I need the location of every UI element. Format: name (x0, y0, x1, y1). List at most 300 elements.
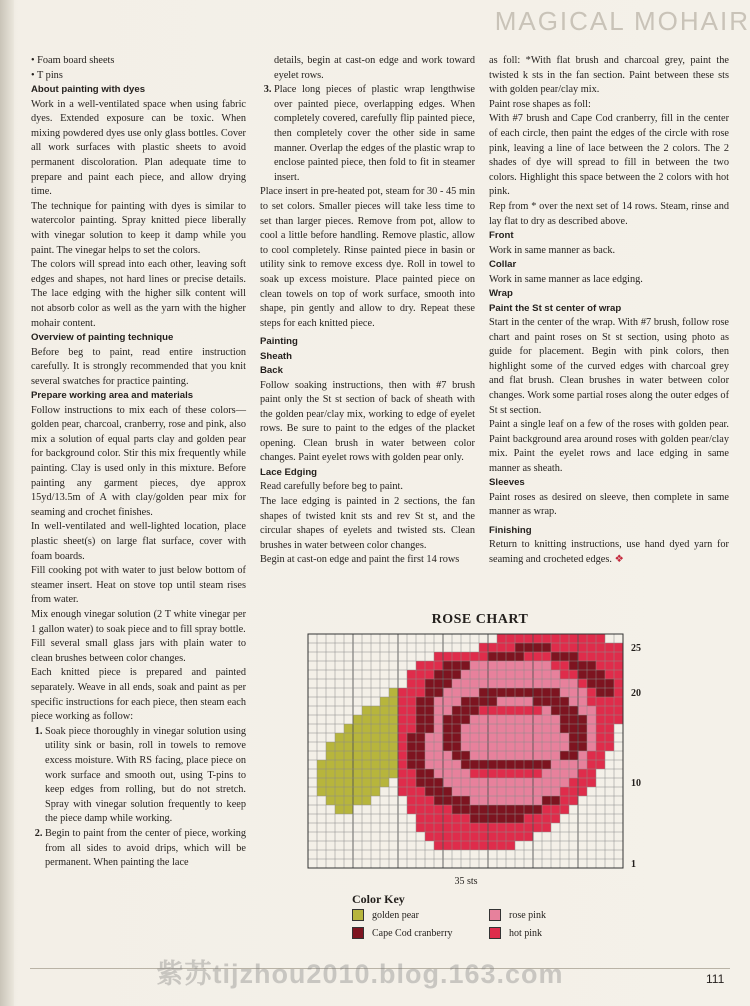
chart-cell (614, 688, 623, 697)
chart-cell (344, 760, 353, 769)
chart-cell (479, 760, 488, 769)
chart-cell (506, 706, 515, 715)
chart-cell (335, 778, 344, 787)
chart-cell (533, 643, 542, 652)
chart-cell (497, 823, 506, 832)
chart-cell (443, 706, 452, 715)
chart-cell (506, 652, 515, 661)
chart-cell (425, 724, 434, 733)
paragraph: Begin at cast-on edge and paint the first 14 rows (260, 554, 460, 566)
chart-cell (344, 805, 353, 814)
chart-cell (326, 769, 335, 778)
chart-cell (614, 661, 623, 670)
chart-cell (605, 724, 614, 733)
paragraph: Rep from * over the next set of 14 rows. Steam, rinse and lay flat to dry as described above. (489, 200, 729, 227)
chart-cell (479, 769, 488, 778)
chart-cell (344, 769, 353, 778)
chart-cell (551, 742, 560, 751)
chart-cell (515, 751, 524, 760)
chart-cell (569, 742, 578, 751)
chart-cell (434, 841, 443, 850)
chart-cell (434, 832, 443, 841)
chart-cell (407, 760, 416, 769)
steps-list (260, 83, 475, 185)
chart-cell (515, 760, 524, 769)
chart-cell (416, 814, 425, 823)
chart-cell (407, 805, 416, 814)
finishing-text: Return to knitting instructions, use hand dyed yarn for seaming and crocheted edges. (489, 539, 729, 566)
chart-cell (551, 814, 560, 823)
chart-cell (479, 661, 488, 670)
chart-cell (524, 814, 533, 823)
chart-cell (569, 733, 578, 742)
chart-cell (551, 715, 560, 724)
chart-cell (524, 787, 533, 796)
chart-cell (362, 724, 371, 733)
chart-cell (461, 832, 470, 841)
chart-cell (542, 679, 551, 688)
chart-cell (605, 733, 614, 742)
chart-cell (362, 796, 371, 805)
chart-cell (452, 661, 461, 670)
swatch-rose-pink (489, 909, 501, 921)
chart-cell (416, 706, 425, 715)
chart-cell (371, 787, 380, 796)
chart-cell (326, 751, 335, 760)
chart-cell (569, 679, 578, 688)
chart-cell (515, 805, 524, 814)
chart-cell (497, 652, 506, 661)
chart-cell (497, 688, 506, 697)
key-golden-pear (352, 909, 419, 921)
chart-cell (560, 715, 569, 724)
chart-cell (596, 643, 605, 652)
key-cranberry (352, 927, 453, 939)
chart-cell (533, 760, 542, 769)
chart-cell (434, 760, 443, 769)
chart-cell (452, 796, 461, 805)
chart-cell (416, 742, 425, 751)
chart-cell (515, 661, 524, 670)
key-label: hot pink (509, 927, 543, 939)
chart-cell (434, 697, 443, 706)
chart-cell (515, 787, 524, 796)
chart-cell (542, 697, 551, 706)
chart-cell (389, 715, 398, 724)
chart-cell (470, 751, 479, 760)
chart-cell (479, 652, 488, 661)
chart-cell (506, 733, 515, 742)
chart-cell (551, 679, 560, 688)
swatch-golden-pear (352, 909, 364, 921)
chart-cell (488, 697, 497, 706)
chart-cell (353, 778, 362, 787)
chart-cell (443, 796, 452, 805)
chart-cell (587, 634, 596, 643)
chart-cell (362, 760, 371, 769)
chart-cell (452, 652, 461, 661)
chart-cell (506, 715, 515, 724)
section-heading: Overview of painting technique (31, 332, 174, 344)
chart-cell (533, 751, 542, 760)
chart-cell (380, 769, 389, 778)
chart-cell (461, 796, 470, 805)
chart-cell (443, 769, 452, 778)
chart-cell (596, 742, 605, 751)
chart-cell (479, 796, 488, 805)
chart-cell (479, 670, 488, 679)
chart-cell (443, 787, 452, 796)
chart-cell (542, 778, 551, 787)
chart-cell (506, 760, 515, 769)
paragraph: Work in same manner as back. (489, 244, 616, 256)
chart-cell (533, 697, 542, 706)
chart-cell (407, 787, 416, 796)
chart-cell (425, 787, 434, 796)
chart-cell (515, 634, 524, 643)
chart-cell (371, 751, 380, 760)
chart-cell (578, 634, 587, 643)
color-key-title: Color Key (352, 892, 405, 906)
chart-cell (398, 706, 407, 715)
chart-cell (605, 679, 614, 688)
chart-cell (479, 688, 488, 697)
chart-cell (362, 751, 371, 760)
chart-cell (569, 706, 578, 715)
chart-cell (524, 769, 533, 778)
chart-cell (416, 715, 425, 724)
chart-cell (479, 823, 488, 832)
chart-cell (461, 787, 470, 796)
chart-cell (416, 679, 425, 688)
section-heading: Sleeves (489, 477, 525, 489)
chart-cell (524, 697, 533, 706)
chart-cell (506, 670, 515, 679)
chart-cell (560, 652, 569, 661)
chart-cell (506, 805, 515, 814)
chart-cell (533, 805, 542, 814)
chart-cell (587, 652, 596, 661)
chart-cell (569, 769, 578, 778)
section-heading: Painting (260, 336, 298, 348)
chart-cell (551, 634, 560, 643)
chart-cell (569, 688, 578, 697)
chart-cell (542, 796, 551, 805)
chart-cell (416, 670, 425, 679)
chart-cell (569, 697, 578, 706)
column-1 (31, 54, 246, 871)
chart-cell (542, 733, 551, 742)
chart-cell (407, 688, 416, 697)
chart-cell (515, 679, 524, 688)
chart-cell (425, 733, 434, 742)
column-3 (489, 54, 729, 568)
chart-cell (497, 841, 506, 850)
chart-cell (434, 688, 443, 697)
chart-cell (497, 679, 506, 688)
chart-cell (560, 796, 569, 805)
chart-cell (416, 760, 425, 769)
section-heading: Paint the St st center of wrap (489, 302, 622, 314)
chart-cell (371, 715, 380, 724)
chart-cell (596, 724, 605, 733)
chart-cell (407, 670, 416, 679)
chart-cell (371, 742, 380, 751)
chart-cell (452, 832, 461, 841)
chart-cell (497, 697, 506, 706)
chart-cell (497, 715, 506, 724)
chart-cell (515, 814, 524, 823)
chart-cell (407, 769, 416, 778)
chart-cell (569, 670, 578, 679)
chart-cell (605, 652, 614, 661)
chart-cell (524, 706, 533, 715)
paragraph: details, begin at cast-on edge and work toward eyelet rows. (274, 55, 475, 81)
chart-cell (380, 778, 389, 787)
chart-cell (497, 661, 506, 670)
chart-cell (380, 760, 389, 769)
paragraph: The technique for painting with dyes is similar to watercolor painting. Spray knitted piece liberally with vinegar solution to keep it damp while you paint. The vinegar helps to set the colors. (31, 200, 246, 256)
chart-cell (452, 742, 461, 751)
chart-cell (533, 679, 542, 688)
chart-cell (317, 778, 326, 787)
chart-cell (578, 769, 587, 778)
chart-cell (317, 769, 326, 778)
chart-cell (344, 796, 353, 805)
chart-cell (398, 742, 407, 751)
chart-cell (443, 805, 452, 814)
chart-cell (515, 769, 524, 778)
chart-cell (416, 778, 425, 787)
chart-cell (479, 742, 488, 751)
chart-cell (434, 751, 443, 760)
chart-cell (515, 670, 524, 679)
chart-cell (407, 733, 416, 742)
chart-cell (542, 742, 551, 751)
chart-cell (596, 652, 605, 661)
chart-cell (551, 760, 560, 769)
chart-cell (542, 787, 551, 796)
chart-cell (506, 823, 515, 832)
chart-cell (380, 697, 389, 706)
chart-cell (434, 778, 443, 787)
chart-cell (335, 760, 344, 769)
chart-cell (605, 742, 614, 751)
chart-cell (353, 742, 362, 751)
chart-cell (560, 805, 569, 814)
chart-cell (524, 670, 533, 679)
chart-cell (596, 733, 605, 742)
chart-cell (425, 796, 434, 805)
chart-cell (542, 814, 551, 823)
chart-cell (524, 742, 533, 751)
chart-cell (560, 661, 569, 670)
chart-cell (416, 724, 425, 733)
chart-cell (461, 742, 470, 751)
chart-cell (497, 769, 506, 778)
chart-cell (362, 769, 371, 778)
chart-cell (551, 733, 560, 742)
chart-cell (461, 652, 470, 661)
chart-cell (434, 724, 443, 733)
chart-cell (398, 715, 407, 724)
chart-cell (605, 715, 614, 724)
chart-cell (470, 832, 479, 841)
chart-cell (542, 751, 551, 760)
chart-cell (515, 778, 524, 787)
chart-cell (353, 751, 362, 760)
chart-cell (398, 760, 407, 769)
chart-cell (569, 715, 578, 724)
chart-cell (533, 670, 542, 679)
chart-cell (515, 796, 524, 805)
chart-cell (533, 742, 542, 751)
chart-cell (353, 769, 362, 778)
chart-cell (596, 751, 605, 760)
chart-cell (524, 661, 533, 670)
chart-cell (434, 823, 443, 832)
chart-cell (506, 787, 515, 796)
chart-cell (407, 724, 416, 733)
chart-cell (425, 679, 434, 688)
chart-title: ROSE CHART (431, 612, 529, 627)
chart-cell (425, 697, 434, 706)
chart-cell (542, 670, 551, 679)
chart-cell (605, 643, 614, 652)
chart-cell (560, 787, 569, 796)
key-label: Cape Cod cranberry (372, 927, 453, 939)
chart-cell (533, 661, 542, 670)
chart-cell (569, 661, 578, 670)
chart-cell (506, 697, 515, 706)
chart-cell (605, 661, 614, 670)
chart-cell (326, 778, 335, 787)
paragraph: Work in same manner as lace edging. (489, 273, 643, 285)
chart-cell (479, 697, 488, 706)
chart-cell (533, 652, 542, 661)
chart-cell (461, 706, 470, 715)
chart-cell (497, 805, 506, 814)
chart-cell (371, 724, 380, 733)
chart-cell (488, 796, 497, 805)
chart-cell (560, 688, 569, 697)
chart-cell (497, 670, 506, 679)
section-heading: Finishing (489, 525, 532, 537)
chart-cell (560, 778, 569, 787)
paragraph: Place insert in pre-heated pot, steam for 30 - 45 min to set colors. Smaller pieces will take less time to set than larger pieces. Remove from pot, allow to cool a little before handling. Remove plastic, allow to cool completely. Rinse painted piece in basin or utility sink to remove excess dye. Roll in towel to soak up excess moisture. Place painted piece on clean towels on top of work surface, smooth into shape, pin gently and allow to dry. Repeat these steps for each knitted piece. (260, 186, 475, 329)
chart-cell (578, 760, 587, 769)
chart-cell (425, 751, 434, 760)
chart-cell (398, 688, 407, 697)
chart-cell (569, 643, 578, 652)
chart-cell (434, 715, 443, 724)
chart-cell (389, 751, 398, 760)
chart-cell (569, 652, 578, 661)
chart-cell (425, 832, 434, 841)
chart-cell (461, 769, 470, 778)
paragraph: Read carefully before beg to paint. (260, 481, 403, 493)
chart-cell (497, 643, 506, 652)
chart-cell (389, 733, 398, 742)
chart-cell (578, 688, 587, 697)
chart-cell (317, 760, 326, 769)
chart-cell (479, 778, 488, 787)
chart-cell (344, 787, 353, 796)
chart-cell (488, 688, 497, 697)
chart-cell (452, 760, 461, 769)
chart-cell (488, 760, 497, 769)
chart-cell (596, 715, 605, 724)
chart-cell (533, 724, 542, 733)
chart-cell (515, 724, 524, 733)
chart-cell (524, 823, 533, 832)
chart-cell (506, 778, 515, 787)
chart-cell (614, 679, 623, 688)
chart-cell (578, 670, 587, 679)
chart-cell (452, 688, 461, 697)
chart-cell (605, 706, 614, 715)
chart-cell (596, 688, 605, 697)
chart-cell (443, 760, 452, 769)
chart-cell (533, 787, 542, 796)
chart-cell (506, 661, 515, 670)
chart-cell (443, 814, 452, 823)
chart-cell (533, 688, 542, 697)
step-1: 1. Soak piece thoroughly in vinegar solution using utility sink or basin, roll in towels to remove excess moisture. With RS facing, place piece on work surface and smooth out, using T-pins to keep edges from rolling, but do not stretch. Spray with vinegar solution frequently to keep the piece damp while working. (45, 725, 246, 827)
chart-cell (542, 706, 551, 715)
chart-cell (497, 787, 506, 796)
chart-cell (470, 652, 479, 661)
chart-cell (614, 715, 623, 724)
chart-cell (425, 670, 434, 679)
header-ghost-text: MAGICAL MOHAIR (494, 6, 750, 36)
chart-cell (470, 661, 479, 670)
chart-cell (362, 733, 371, 742)
chart-cell (542, 760, 551, 769)
chart-cell (470, 706, 479, 715)
chart-cell (461, 805, 470, 814)
chart-cell (488, 787, 497, 796)
chart-cell (398, 787, 407, 796)
chart-cell (506, 814, 515, 823)
chart-cell (506, 634, 515, 643)
chart-cell (596, 679, 605, 688)
chart-cell (488, 805, 497, 814)
rose-chart (300, 628, 680, 874)
chart-cell (542, 805, 551, 814)
chart-cell (461, 841, 470, 850)
chart-cell (443, 679, 452, 688)
chart-cell (353, 724, 362, 733)
chart-cell (344, 724, 353, 733)
chart-cell (407, 742, 416, 751)
chart-cell (497, 724, 506, 733)
chart-cell (425, 769, 434, 778)
chart-cell (515, 697, 524, 706)
chart-cell (452, 697, 461, 706)
page-number: 111 (706, 972, 725, 986)
key-hot-pink (489, 927, 542, 939)
chart-cell (317, 787, 326, 796)
chart-cell (488, 742, 497, 751)
paragraph: as foll: *With flat brush and charcoal grey, paint the twisted k sts in the fan section. Paint between these sts with golden pear/clay mix. (489, 55, 729, 96)
chart-cell (398, 751, 407, 760)
chart-cell (515, 742, 524, 751)
chart-cell (470, 796, 479, 805)
chart-cell (524, 652, 533, 661)
chart-cell (542, 643, 551, 652)
chart-cell (533, 778, 542, 787)
